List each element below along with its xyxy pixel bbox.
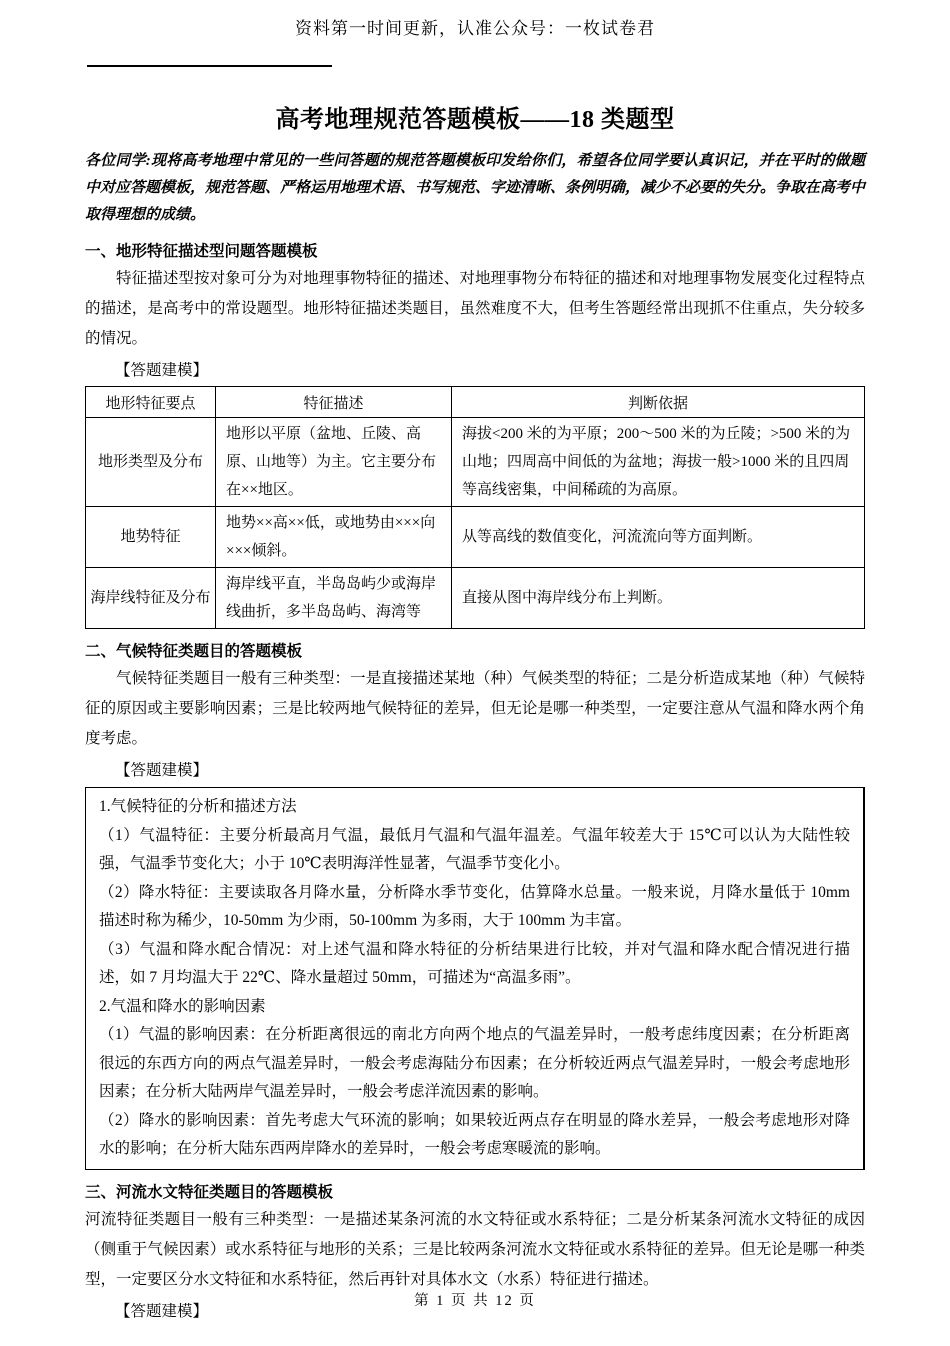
section-2-heading: 二、气候特征类题目的答题模板 [85,643,303,660]
table-header-cell: 判断依据 [452,387,865,418]
page-title: 高考地理规范答题模板——18 类题型 [275,107,675,133]
table-cell-basis: 直接从图中海岸线分布上判断。 [452,568,865,629]
box-paragraph: （2）降水的影响因素：首先考虑大气环流的影响；如果较近两点存在明显的降水差异，一般会考虑地形对降水的影响；在分析大陆东西两岸降水的差异时，一般会考虑寒暖流的影响。 [99,1111,850,1157]
table-header-cell: 特征描述 [216,387,452,418]
terrain-answer-table [85,386,865,629]
table-cell-description: 海岸线平直，半岛岛屿少或海岸线曲折，多半岛岛屿、海湾等 [216,568,452,629]
climate-answer-box [85,787,865,1170]
intro-paragraph: 各位同学:现将高考地理中常见的一些问答题的规范答题模板印发给你们，希望各位同学要认真识记，并在平时的做题中对应答题模板，规范答题、严格运用地理术语、书写规范、字迹清晰、条例明确，减少不必要的失分。争取在高考中取得理想的成绩。 [85,153,866,223]
box-paragraph: 1.气候特征的分析和描述方法 [99,798,297,815]
box-paragraph: （3）气温和降水配合情况：对上述气温和降水特征的分析结果进行比较，并对气温和降水配合情况进行描述，如 7 月均温大于 22℃、降水量超过 50mm，可描述为“高温多雨”。 [99,940,850,986]
section-1-paragraph: 特征描述型按对象可分为对地理事物特征的描述、对地理事物分布特征的描述和对地理事物发展变化过程特点的描述，是高考中的常设题型。地形特征描述类题目，虽然难度不大，但考生答题经常出现抓不住重点，失分较多的情况。 [85,270,865,347]
table-cell-description: 地势××高××低，或地势由×××向×××倾斜。 [216,507,452,568]
table-cell-basis: 从等高线的数值变化，河流流向等方面判断。 [452,507,865,568]
page-footer: 第 1 页 共 12 页 [414,1293,536,1309]
box-paragraph: 2.气温和降水的影响因素 [99,997,266,1015]
box-paragraph: （1）气温特征：主要分析最高月气温，最低月气温和气温年温差。气温年较差大于 15℃可以认为大陆性较强，气温季节变化大；小于 10℃表明海洋性显著，气温季节变化小。 [99,826,850,872]
table-cell-feature: 海岸线特征及分布 [86,568,216,629]
section-3-paragraph: 河流特征类题目一般有三种类型：一是描述某条河流的水文特征或水系特征；二是分析某条河流水文特征的成因（侧重于气候因素）或水系特征与地形的关系；三是比较两条河流水文特征或水系特征的差异。但无论是哪一种类型，一定要区分水文特征和水系特征，然后再针对具体水文（水系）特征进行描述。 [85,1210,865,1288]
box-paragraph: （1）气温的影响因素：在分析距离很远的南北方向两个地点的气温差异时，一般考虑纬度因素；在分析距离很远的东西方向的两点气温差异时，一般会考虑海陆分布因素；在分析较近两点气温差异时，一般会考虑地形因素；在分析大陆两岸气温差异时，一般会考虑洋流因素的影响。 [99,1026,850,1100]
box-paragraph: （2）降水特征：主要读取各月降水量，分析降水季节变化，估算降水总量。一般来说，月降水量低于 10mm 描述时称为稀少，10-50mm 为少雨，50-100mm 为多雨，大于 100mm 为丰富。 [99,883,850,929]
header-notice: 资料第一时间更新，认准公众号：一枚试卷君 [295,19,655,38]
header-divider-line [87,65,332,67]
table-cell-description: 地形以平原（盆地、丘陵、高原、山地等）为主。它主要分布在××地区。 [216,418,452,507]
table-cell-feature: 地势特征 [86,507,216,568]
section-1-heading: 一、地形特征描述型问题答题模板 [85,243,318,260]
table-row [86,568,865,629]
section-2-paragraph: 气候特征类题目一般有三种类型：一是直接描述某地（种）气候类型的特征；二是分析造成某地（种）气候特征的原因或主要影响因素；三是比较两地气候特征的差异，但无论是哪一种类型，一定要注意从气温和降水两个角度考虑。 [85,670,865,747]
table-cell-feature: 地形类型及分布 [86,418,216,507]
table-row [86,507,865,568]
table-header-row [86,387,865,418]
section-3-heading: 三、河流水文特征类题目的答题模板 [85,1183,334,1201]
table-cell-basis: 海拔<200 米的为平原；200～500 米的为丘陵；>500 米的为山地；四周高中间低的为盆地；海拔一般>1000 米的且四周等高线密集，中间稀疏的为高原。 [452,418,865,507]
section-1-model-label: 【答题建模】 [115,362,209,379]
table-row [86,418,865,507]
section-3-model-label: 【答题建模】 [115,1302,209,1320]
section-2-model-label: 【答题建模】 [115,762,209,779]
table-header-cell: 地形特征要点 [86,387,216,418]
